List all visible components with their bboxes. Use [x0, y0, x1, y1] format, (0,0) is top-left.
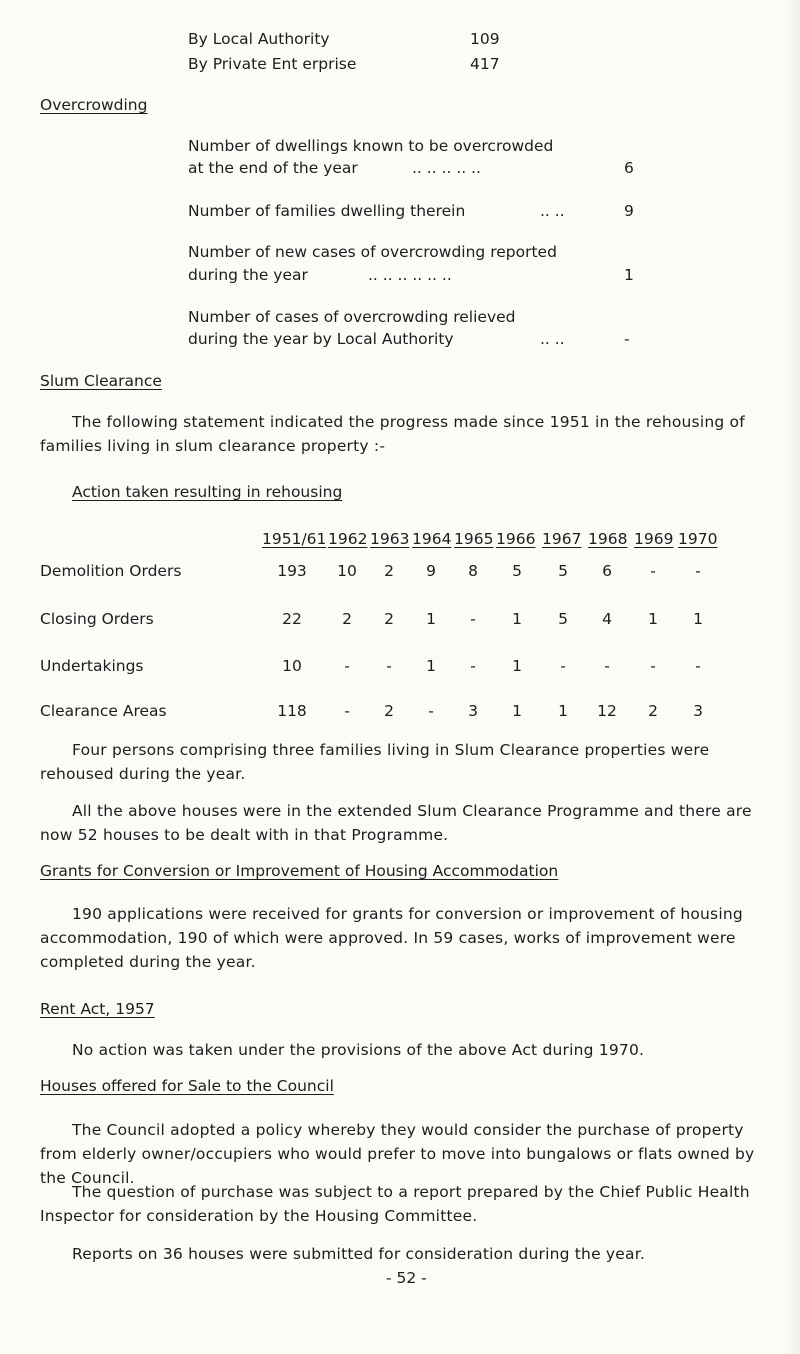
table-cell: -	[560, 657, 566, 675]
table-cell: -	[344, 657, 350, 675]
overcrowding-item-1-line1: Number of dwellings known to be overcrowded	[188, 137, 554, 155]
table-cell: 5	[558, 610, 568, 628]
table-header: 1967	[542, 530, 582, 548]
table-header: 1966	[496, 530, 536, 548]
overcrowding-item-3-line1: Number of new cases of overcrowding reported	[188, 243, 557, 261]
table-header: 1951/61	[262, 530, 327, 548]
page-edge-shadow	[786, 0, 800, 1354]
overcrowding-item-3-value: 1	[624, 266, 634, 284]
table-cell: 8	[468, 562, 478, 580]
table-cell: 9	[426, 562, 436, 580]
table-cell: 2	[648, 702, 658, 720]
overcrowding-item-2-line2: Number of families dwelling therein	[188, 202, 466, 220]
table-header: 1968	[588, 530, 628, 548]
page-number: - 52 -	[386, 1269, 427, 1287]
table-cell: 2	[342, 610, 352, 628]
completion-value-private: 417	[470, 55, 500, 73]
grants-heading: Grants for Conversion or Improvement of Housing Accommodation	[40, 862, 559, 880]
overcrowding-item-2-leader: .. ..	[540, 202, 565, 220]
table-cell: 6	[602, 562, 612, 580]
table-cell: 2	[384, 562, 394, 580]
table-cell: 10	[337, 562, 357, 580]
overcrowding-item-4-line2: during the year by Local Authority	[188, 330, 454, 348]
table-row-label: Clearance Areas	[40, 702, 167, 720]
table-row-label: Undertakings	[40, 657, 144, 675]
table-header: 1969	[634, 530, 674, 548]
overcrowding-item-1-value: 6	[624, 159, 634, 177]
overcrowding-item-4-line1: Number of cases of overcrowding relieved	[188, 308, 516, 326]
sale-paragraph-1: The Council adopted a policy whereby they would consider the purchase of property from elderly owner/occupiers who would prefer to move into bungalows or flats owned by the Council.	[40, 1121, 755, 1187]
table-header: 1965	[454, 530, 494, 548]
completion-label-local: By Local Authority	[188, 30, 330, 48]
table-row-label: Demolition Orders	[40, 562, 182, 580]
table-cell: -	[650, 657, 656, 675]
rent-act-heading: Rent Act, 1957	[40, 1000, 155, 1018]
table-cell: 118	[277, 702, 307, 720]
table-cell: -	[344, 702, 350, 720]
slum-paragraph-1: Four persons comprising three families living in Slum Clearance properties were rehoused during the year.	[40, 741, 710, 783]
rent-act-paragraph: No action was taken under the provisions of the above Act during 1970.	[72, 1041, 645, 1059]
slum-paragraph-2: All the above houses were in the extended Slum Clearance Programme and there are now 52 houses to be dealt with in that Programme.	[40, 802, 752, 844]
overcrowding-item-2-value: 9	[624, 202, 634, 220]
table-cell: -	[470, 657, 476, 675]
table-cell: 1	[426, 610, 436, 628]
table-cell: 12	[597, 702, 617, 720]
sale-heading: Houses offered for Sale to the Council	[40, 1077, 334, 1095]
overcrowding-item-1-line2: at the end of the year	[188, 159, 358, 177]
overcrowding-item-4-value: -	[624, 330, 630, 348]
table-cell: -	[386, 657, 392, 675]
overcrowding-item-3-leader: .. .. .. .. .. ..	[368, 266, 452, 284]
overcrowding-item-4-leader: .. ..	[540, 330, 565, 348]
table-cell: 22	[282, 610, 302, 628]
table-row-label: Closing Orders	[40, 610, 154, 628]
overcrowding-item-1-leader: .. .. .. .. ..	[412, 159, 481, 177]
table-cell: 5	[558, 562, 568, 580]
table-cell: -	[428, 702, 434, 720]
table-cell: 3	[468, 702, 478, 720]
completion-label-private: By Private Ent erprise	[188, 55, 357, 73]
table-header: 1964	[412, 530, 452, 548]
table-cell: 1	[512, 610, 522, 628]
table-cell: 4	[602, 610, 612, 628]
table-cell: 1	[558, 702, 568, 720]
table-cell: 1	[512, 702, 522, 720]
completion-value-local: 109	[470, 30, 500, 48]
table-cell: 1	[512, 657, 522, 675]
slum-subheading: Action taken resulting in rehousing	[72, 483, 343, 501]
table-header: 1970	[678, 530, 718, 548]
table-header: 1962	[328, 530, 368, 548]
table-cell: 1	[426, 657, 436, 675]
table-cell: 193	[277, 562, 307, 580]
grants-paragraph: 190 applications were received for grants for conversion or improvement of housing accommodation, 190 of which were approved. In 59 cases, works of improvement were completed during the year.	[40, 905, 743, 971]
table-cell: 5	[512, 562, 522, 580]
slum-heading: Slum Clearance	[40, 372, 162, 390]
table-cell: -	[650, 562, 656, 580]
table-cell: 2	[384, 610, 394, 628]
table-cell: -	[604, 657, 610, 675]
table-cell: 2	[384, 702, 394, 720]
sale-paragraph-3: Reports on 36 houses were submitted for consideration during the year.	[72, 1245, 646, 1263]
table-cell: -	[470, 610, 476, 628]
table-cell: 3	[693, 702, 703, 720]
table-cell: -	[695, 657, 701, 675]
slum-intro: The following statement indicated the progress made since 1951 in the rehousing of families living in slum clearance property :-	[40, 413, 745, 455]
table-cell: 10	[282, 657, 302, 675]
table-cell: 1	[693, 610, 703, 628]
sale-paragraph-2: The question of purchase was subject to a report prepared by the Chief Public Health Inspector for consideration by the Housing Committee.	[40, 1183, 750, 1225]
overcrowding-item-3-line2: during the year	[188, 266, 308, 284]
table-header: 1963	[370, 530, 410, 548]
overcrowding-heading: Overcrowding	[40, 96, 148, 114]
table-cell: -	[695, 562, 701, 580]
table-cell: 1	[648, 610, 658, 628]
